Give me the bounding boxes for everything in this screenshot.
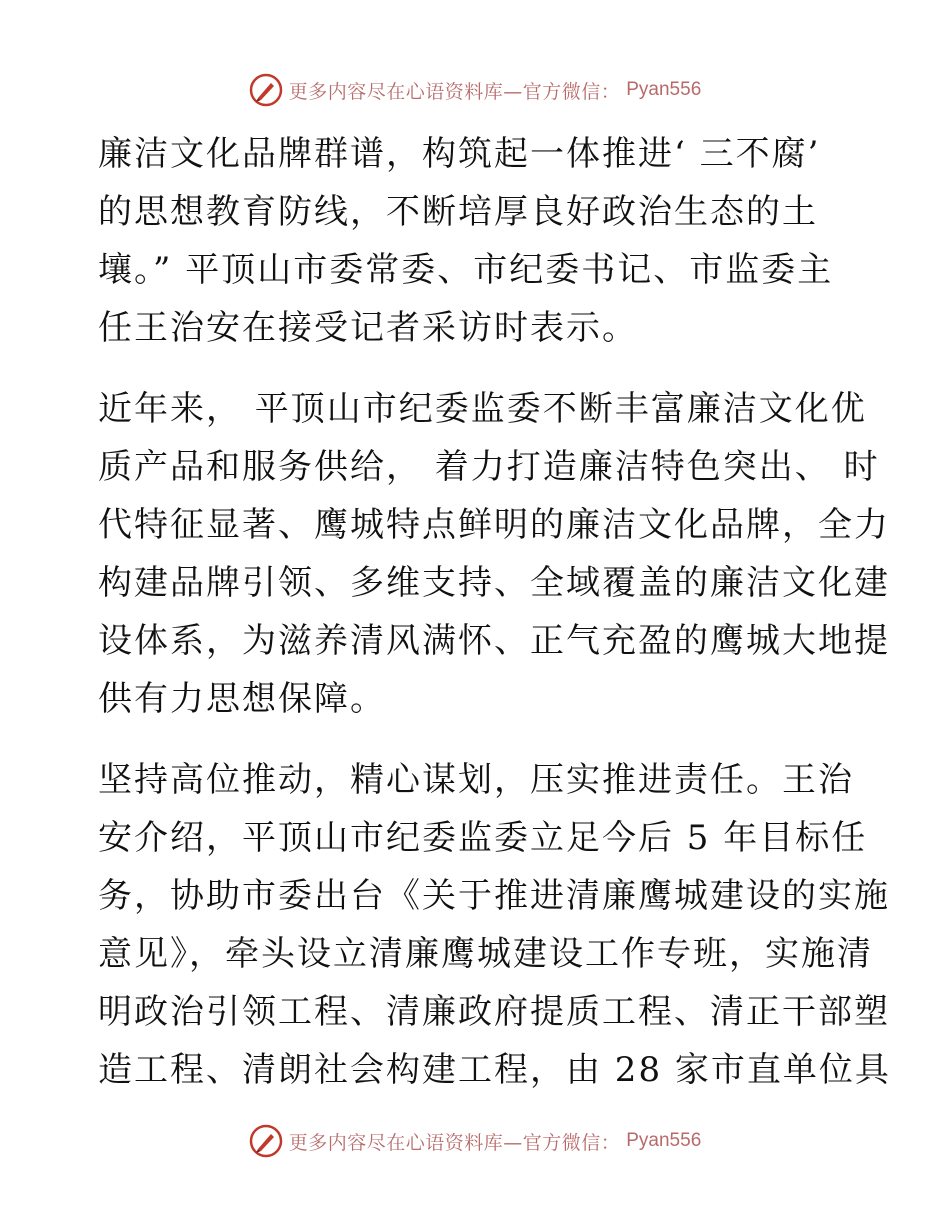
header-watermark (0, 70, 950, 110)
text-line: 近年来， 平顶山市纪委监委不断丰富廉洁文化优 (98, 389, 867, 429)
footer-watermark (0, 1121, 950, 1161)
watermark-contact: Pyan556 (626, 1130, 702, 1151)
paragraph-2 (98, 380, 890, 728)
paragraph-3 (98, 751, 891, 1099)
text-line: 任王治安在接受记者采访时表示。 (98, 308, 638, 348)
text-line: 务，协助市委出台《关于推进清廉鹰城建设的实施 (98, 876, 890, 916)
watermark-contact: Pyan556 (626, 79, 702, 100)
text-line: 意见》，牵头设立清廉鹰城建设工作专班，实施清 (98, 934, 873, 974)
text-line: 代特征显著、鹰城特点鲜明的廉洁文化品牌，全力 (98, 505, 890, 545)
text-line: 廉洁文化品牌群谱，构筑起一体推进‘ 三不腐’ (98, 134, 821, 174)
text-line: 明政治引领工程、清廉政府提质工程、清正干部塑 (98, 992, 890, 1032)
text-line: 壤。” 平顶山市委常委、市纪委书记、市监委主 (98, 250, 834, 290)
text-line: 安介绍，平顶山市纪委监委立足今后 5 年目标任 (98, 818, 868, 858)
text-line: 质产品和服务供给， 着力打造廉洁特色突出、 时 (98, 447, 880, 487)
watermark-text: 更多内容尽在心语资料库—官方微信： (288, 1131, 621, 1154)
text-line: 造工程、清朗社会构建工程，由 28 家市直单位具 (98, 1050, 891, 1090)
pen-logo-icon (249, 1124, 283, 1158)
text-line: 设体系，为滋养清风满怀、正气充盈的鹰城大地提 (98, 621, 890, 661)
paragraph-1 (98, 125, 858, 357)
text-line: 供有力思想保障。 (98, 679, 386, 719)
text-line: 构建品牌引领、多维支持、全域覆盖的廉洁文化建 (98, 563, 890, 603)
text-line: 的思想教育防线，不断培厚良好政治生态的土 (98, 192, 818, 232)
watermark-text: 更多内容尽在心语资料库—官方微信： (288, 80, 621, 103)
document-body (98, 125, 891, 1099)
text-line: 坚持高位推动，精心谋划，压实推进责任。王治 (98, 760, 854, 800)
pen-logo-icon (249, 73, 283, 107)
